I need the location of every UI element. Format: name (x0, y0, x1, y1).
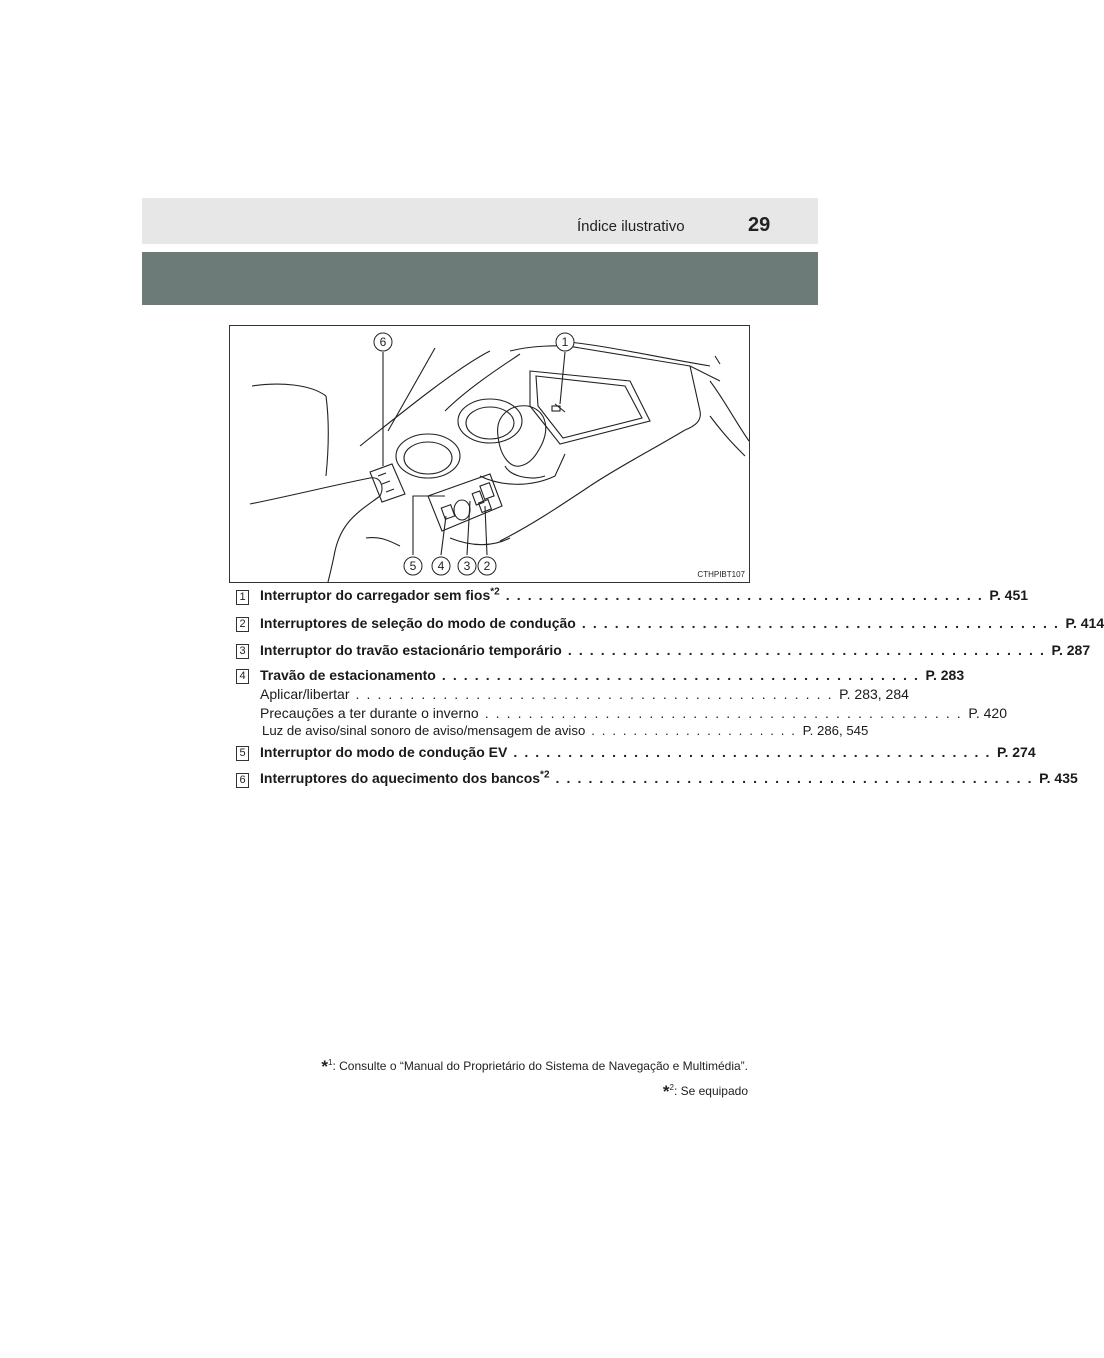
entry-label: Travão de estacionamento (260, 667, 436, 683)
leader-dots: . . . . . . . . . . . . . . . . . . . . . . . . . . . . . . . . . . . . . . . . . . . . (505, 587, 984, 603)
entry-number: 4 (236, 669, 249, 684)
page-number: 29 (748, 214, 771, 236)
callout-5: 5 (409, 559, 417, 573)
leader-dots: . . . . . . . . . . . . . . . . . . . . . . . . . . . . . . . . . . . . . . . . . . . . (581, 615, 1060, 631)
entry-label: Interruptor do modo de condução EV (260, 744, 508, 760)
page-reference[interactable]: P. 286, 545 (802, 723, 869, 738)
entry-number: 2 (236, 617, 249, 632)
entry-number: 6 (236, 773, 249, 788)
page-reference[interactable]: P. 435 (1039, 770, 1078, 786)
leader-dots: . . . . . . . . . . . . . . . . . . . . . . . . . . . . . . . . . . . . . . . . . . . . (567, 642, 1046, 658)
callout-3: 3 (463, 559, 471, 573)
entry-number: 3 (236, 644, 249, 659)
page-reference[interactable]: P. 451 (989, 587, 1029, 603)
index-subrow (262, 723, 869, 738)
index-row (260, 615, 1104, 631)
section-title: Índice ilustrativo (577, 218, 685, 235)
page-reference[interactable]: P. 287 (1051, 642, 1091, 658)
callout-2: 2 (483, 559, 491, 573)
index-subrow (260, 705, 1007, 721)
entry-number: 1 (236, 590, 249, 605)
index-row (260, 642, 1091, 658)
entry-label: Interruptores de seleção do modo de condução (260, 615, 576, 631)
footnote-1: *$^1$: Consulte o “Manual do Proprietário do Sistema de Navegação e Multimédia”. (321, 1057, 748, 1076)
page-reference[interactable]: P. 420 (968, 705, 1007, 721)
entry-number: 5 (236, 746, 249, 761)
figure-code: CTHPIBT107 (697, 570, 745, 579)
entry-label: Luz de aviso/sinal sonoro de aviso/mensagem de aviso (262, 723, 586, 738)
page-reference[interactable]: P. 274 (996, 744, 1036, 760)
entry-label: Interruptor do travão estacionário temporário (260, 642, 562, 658)
index-row (260, 769, 1078, 786)
callout-1: 1 (561, 335, 569, 349)
callout-6: 6 (379, 335, 387, 349)
entry-label: Interruptor do carregador sem fios$^{*2}$ (260, 586, 500, 603)
leader-dots: . . . . . . . . . . . . . . . . . . . . (591, 723, 797, 738)
index-row (260, 744, 1036, 760)
section-banner (142, 252, 818, 305)
entry-label: Aplicar/libertar (260, 686, 350, 702)
console-drawing (230, 326, 749, 582)
footnote-mark: *2 (490, 586, 500, 598)
entry-label: Precauções a ter durante o inverno (260, 705, 479, 721)
index-row (260, 667, 965, 683)
page-reference[interactable]: P. 283, 284 (839, 686, 909, 702)
leader-dots: . . . . . . . . . . . . . . . . . . . . . . . . . . . . . . . . . . . . . . . . . . . . (555, 770, 1034, 786)
callout-4: 4 (437, 559, 445, 573)
header-band (142, 198, 818, 244)
leader-dots: . . . . . . . . . . . . . . . . . . . . . . . . . . . . . . . . . . . . . . . . . . . . (513, 744, 991, 760)
center-console-illustration (229, 325, 750, 583)
footnote-2: *$^2$: Se equipado (662, 1082, 748, 1101)
index-row (260, 586, 1029, 603)
page-reference[interactable]: P. 283 (925, 667, 965, 683)
page-reference[interactable]: P. 414 (1065, 615, 1104, 631)
footnote-mark: *2 (540, 769, 550, 781)
index-subrow (260, 686, 909, 702)
entry-label: Interruptores do aquecimento dos bancos$^{*2}$ (260, 769, 550, 786)
leader-dots: . . . . . . . . . . . . . . . . . . . . . . . . . . . . . . . . . . . . . . . . . . . . (355, 686, 834, 702)
leader-dots: . . . . . . . . . . . . . . . . . . . . . . . . . . . . . . . . . . . . . . . . . . . . (441, 667, 920, 683)
leader-dots: . . . . . . . . . . . . . . . . . . . . . . . . . . . . . . . . . . . . . . . . . . . . (484, 705, 963, 721)
